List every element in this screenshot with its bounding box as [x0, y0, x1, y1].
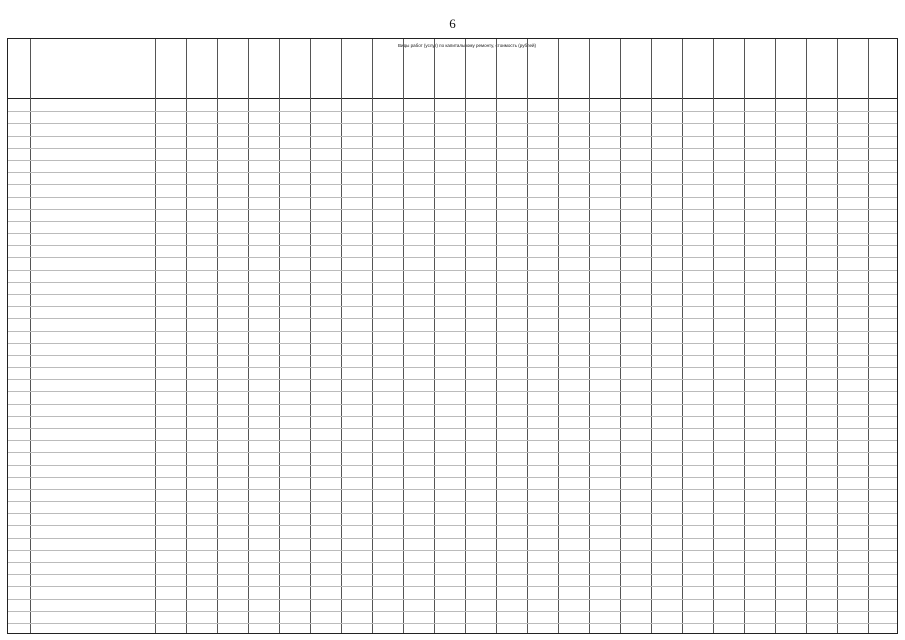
column-divider: [186, 39, 187, 633]
row-divider: [8, 452, 897, 453]
row-divider: [8, 623, 897, 624]
column-divider: [465, 39, 466, 633]
row-divider: [8, 428, 897, 429]
column-divider: [775, 39, 776, 633]
row-divider: [8, 197, 897, 198]
column-divider: [682, 39, 683, 633]
column-divider: [30, 39, 31, 633]
column-divider: [527, 39, 528, 633]
column-divider: [651, 39, 652, 633]
row-divider: [8, 489, 897, 490]
row-divider: [8, 525, 897, 526]
row-divider: [8, 160, 897, 161]
column-divider: [372, 39, 373, 633]
table-header: [8, 39, 897, 99]
column-divider: [806, 39, 807, 633]
row-divider: [8, 209, 897, 210]
row-divider: [8, 611, 897, 612]
column-divider: [403, 39, 404, 633]
column-divider: [248, 39, 249, 633]
row-divider: [8, 221, 897, 222]
register-table: [7, 38, 898, 634]
column-divider: [589, 39, 590, 633]
row-divider: [8, 172, 897, 173]
row-divider: [8, 562, 897, 563]
row-divider: [8, 233, 897, 234]
row-divider: [8, 245, 897, 246]
column-divider: [558, 39, 559, 633]
row-divider: [8, 367, 897, 368]
row-divider: [8, 343, 897, 344]
works-banner: Виды работ (услуг) по капитальному ремонту, стоимость (рублей): [398, 43, 537, 48]
row-divider: [8, 111, 897, 112]
row-divider: [8, 501, 897, 502]
row-divider: [8, 331, 897, 332]
row-divider: [8, 440, 897, 441]
row-divider: [8, 574, 897, 575]
row-divider: [8, 257, 897, 258]
row-divider: [8, 586, 897, 587]
column-divider: [744, 39, 745, 633]
row-divider: [8, 282, 897, 283]
row-divider: [8, 550, 897, 551]
row-divider: [8, 270, 897, 271]
column-divider: [217, 39, 218, 633]
row-divider: [8, 355, 897, 356]
column-divider: [713, 39, 714, 633]
row-divider: [8, 318, 897, 319]
page-number: 6: [449, 16, 456, 31]
column-divider: [837, 39, 838, 633]
row-divider: [8, 513, 897, 514]
row-divider: [8, 538, 897, 539]
row-divider: [8, 465, 897, 466]
column-divider: [155, 39, 156, 633]
column-divider: [341, 39, 342, 633]
row-divider: [8, 306, 897, 307]
row-divider: [8, 123, 897, 124]
row-divider: [8, 477, 897, 478]
column-divider: [620, 39, 621, 633]
column-divider: [434, 39, 435, 633]
row-divider: [8, 391, 897, 392]
row-divider: [8, 148, 897, 149]
row-divider: [8, 379, 897, 380]
row-divider: [8, 404, 897, 405]
row-divider: [8, 416, 897, 417]
column-divider: [310, 39, 311, 633]
row-divider: [8, 294, 897, 295]
row-divider: [8, 136, 897, 137]
column-divider: [496, 39, 497, 633]
row-divider: [8, 184, 897, 185]
row-divider: [8, 599, 897, 600]
column-divider: [279, 39, 280, 633]
column-divider: [868, 39, 869, 633]
